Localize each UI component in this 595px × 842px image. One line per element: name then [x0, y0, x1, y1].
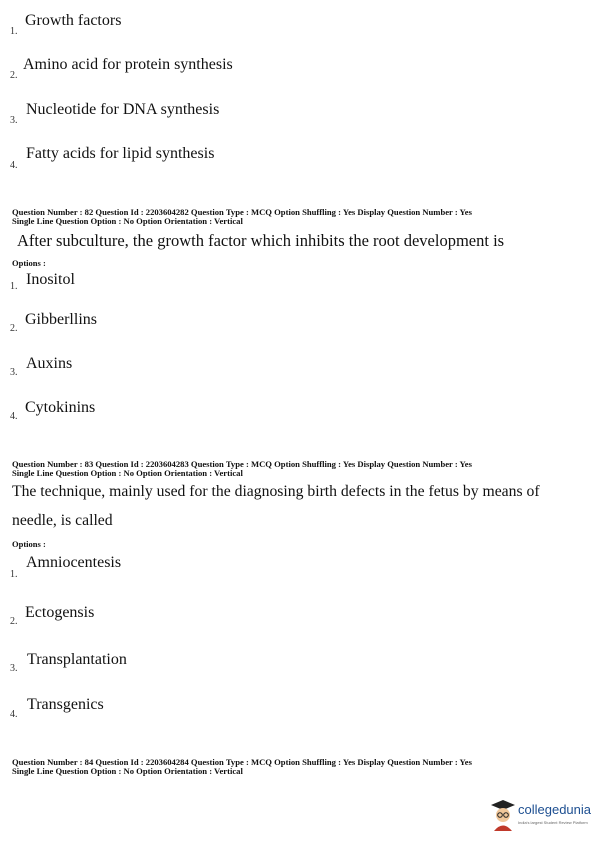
logo-brand: collegedunia — [518, 802, 592, 817]
meta-line-1: Question Number : 83 Question Id : 2203604283 Question Type : MCQ Option Shuffling : Yes Display Question Number : Yes — [12, 459, 472, 469]
collegedunia-logo — [490, 796, 590, 836]
option-number: 1. — [10, 569, 18, 580]
meta-line-2: Single Line Question Option : No Option Orientation : Vertical — [12, 216, 243, 226]
option-text: Amniocentesis — [26, 554, 122, 571]
option-number: 4. — [10, 160, 18, 171]
student-mascot-icon — [490, 798, 516, 832]
question-meta — [12, 460, 472, 478]
option-number: 1. — [10, 26, 18, 37]
option-text: Auxins — [26, 355, 73, 372]
option-text: Growth factors — [25, 12, 122, 29]
meta-line-1: Question Number : 84 Question Id : 2203604284 Question Type : MCQ Option Shuffling : Yes Display Question Number : Yes — [12, 757, 472, 767]
options-label: Options : — [12, 258, 46, 268]
question-meta — [12, 208, 472, 226]
option-number: 3. — [10, 115, 18, 126]
option-text: Amino acid for protein synthesis — [23, 56, 233, 73]
option-number: 2. — [10, 323, 18, 334]
meta-line-1: Question Number : 82 Question Id : 2203604282 Question Type : MCQ Option Shuffling : Yes Display Question Number : Yes — [12, 207, 472, 217]
option-text: Fatty acids for lipid synthesis — [26, 145, 215, 162]
option-text: Gibberllins — [25, 311, 97, 328]
option-number: 3. — [10, 663, 18, 674]
option-text: Ectogensis — [25, 604, 95, 621]
question-text-line-2: needle, is called — [12, 512, 113, 529]
question-text-line-1: The technique, mainly used for the diagnosing birth defects in the fetus by means of — [12, 483, 540, 500]
option-number: 4. — [10, 709, 18, 720]
option-number: 3. — [10, 367, 18, 378]
question-meta — [12, 758, 472, 776]
option-text: Cytokinins — [25, 399, 96, 416]
meta-line-2: Single Line Question Option : No Option Orientation : Vertical — [12, 468, 243, 478]
question-text: After subculture, the growth factor which inhibits the root development is — [17, 231, 505, 250]
option-number: 2. — [10, 70, 18, 81]
option-number: 2. — [10, 616, 18, 627]
meta-line-2: Single Line Question Option : No Option Orientation : Vertical — [12, 766, 243, 776]
option-text: Inositol — [26, 271, 75, 288]
option-number: 4. — [10, 411, 18, 422]
option-text: Transplantation — [27, 651, 127, 668]
logo-tagline: India's largest Student Review Platform — [518, 820, 588, 825]
option-text: Nucleotide for DNA synthesis — [26, 101, 220, 118]
option-number: 1. — [10, 281, 18, 292]
options-label: Options : — [12, 539, 46, 549]
option-text: Transgenics — [27, 696, 104, 713]
